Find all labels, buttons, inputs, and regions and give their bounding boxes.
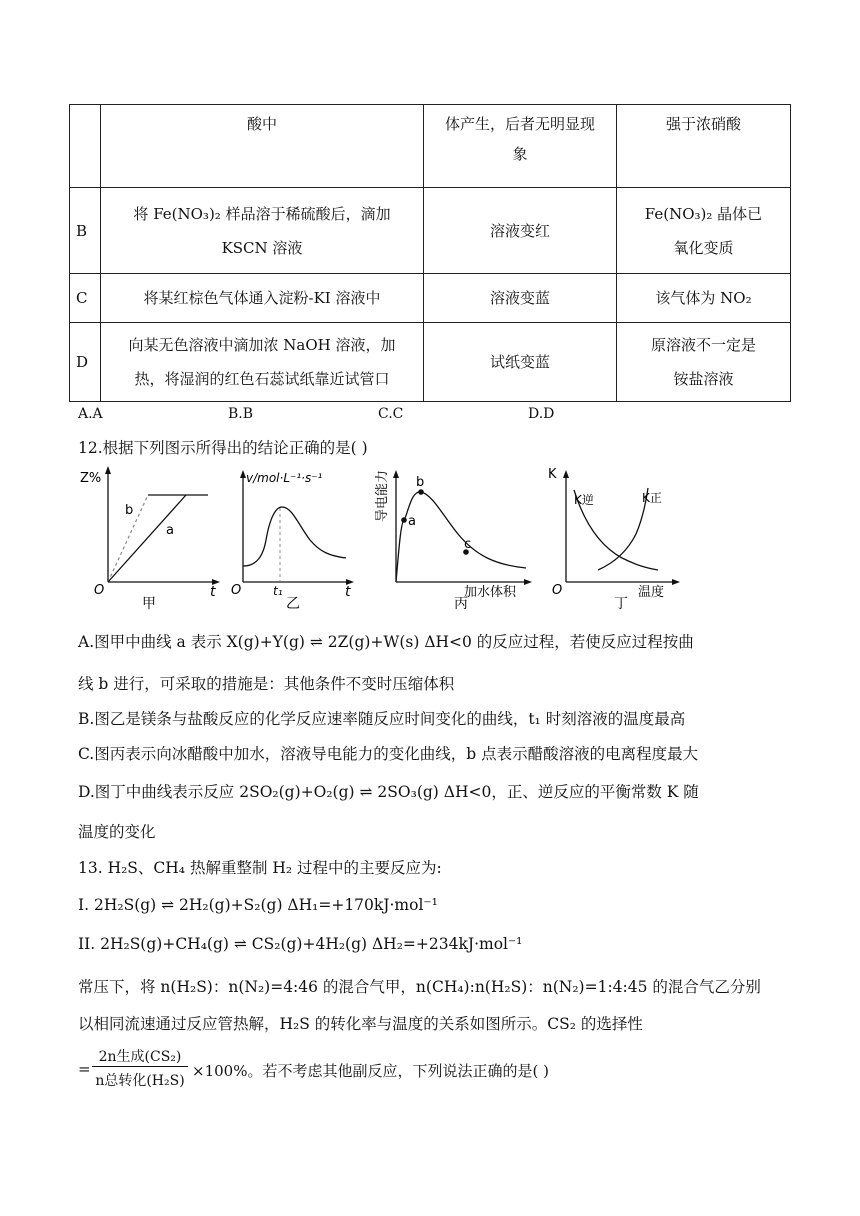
phenomenon-line: 体产生，后者无明显现 — [444, 115, 595, 133]
operation-cell — [101, 323, 424, 402]
row-label: C — [70, 274, 101, 323]
question-13-para2: 以相同流速通过反应管热解，H₂S 的转化率与温度的关系如图所示。CS₂ 的选择性 — [78, 1015, 643, 1033]
axis-y-label: v/mol·L⁻¹·s⁻¹ — [246, 471, 323, 485]
phenomenon-cell — [424, 105, 617, 188]
point-b-label: b — [416, 475, 425, 490]
tick-t1: t₁ — [273, 584, 283, 598]
figure-caption: 丁 — [614, 596, 628, 612]
phenomenon-line: 象 — [512, 145, 528, 163]
question-13-para1: 常压下，将 n(H₂S)：n(N₂)=4:46 的混合气甲，n(CH₄):n(H₂S)：n(N₂)=1:4:45 的混合气乙分别 — [78, 978, 761, 996]
phenomenon-cell: 试纸变蓝 — [424, 323, 617, 402]
conclusion-cell — [617, 323, 791, 402]
conclusion-cell: 强于浓硝酸 — [617, 105, 791, 188]
axis-x-label: 加水体积 — [464, 585, 517, 600]
axis-y-label: K — [548, 467, 557, 482]
table-row — [70, 188, 791, 274]
table-row — [70, 274, 791, 323]
curve-b-label: b — [125, 503, 134, 518]
conclusion-cell: 该气体为 NO₂ — [617, 274, 791, 323]
operation-line: 将 Fe(NO₃)₂ 样品溶于稀硫酸后，滴加 — [133, 204, 391, 223]
option-d[interactable]: D.D — [528, 406, 555, 422]
table-row — [70, 105, 791, 188]
option-d-line1[interactable]: D.图丁中曲线表示反应 2SO₂(g)+O₂(g) ⇌ 2SO₃(g) ΔH<0，正、逆反应的平衡常数 K 随 — [78, 783, 699, 801]
origin-label: O — [231, 583, 242, 598]
option-a[interactable]: A.A — [78, 406, 103, 422]
figure-caption: 甲 — [142, 596, 156, 612]
origin-label: O — [94, 583, 105, 598]
point-c-label: c — [464, 537, 472, 552]
exam-page: 酸中 体产生，后者无明显现 象 强于浓硝酸 B 将 Fe(NO₃)₂ 样品溶于稀硫酸后，滴加 KSCN 溶液 溶液变红 Fe(NO₃)₂ 晶体已 氧化变质 C 将某红棕色气体通入淀粉-KI 溶液中 溶液变蓝 该气体为 NO₂ D 向某无色溶液中滴加浓 NaOH 溶液，加 热，将湿润的红色石蕊试纸靠近试管口 试纸变蓝 原溶液不一定是 铵盐溶液 A.A B.B C.C D.D 12.根据下列图示所得出的结论正确的是( ) Z% O t b a 甲 v/mol·L⁻¹·s⁻¹ O t₁ t 乙 导电能力 a b c 加水体积 丙 K K逆 K正 O 温度 丁 A.图甲中曲线 a 表示 X(g)+Y(g) ⇌ 2Z(g)+W(s) ΔH<0 的反应过程，若使反应过程按曲 线 b 进行，可采取的措施是：其他条件不变时压缩体积 B.图乙是镁条与盐酸反应的化学反应速率随反应时间变化的曲线，t₁ 时刻溶液的温度最高 C.图丙表示向冰醋酸中加水，溶液导电能力的变化曲线，b 点表示醋酸溶液的电离程度最大 D.图丁中曲线表示反应 2SO₂(g)+O₂(g) ⇌ 2SO₃(g) ΔH<0，正、逆反应的平衡常数 K 随 温度的变化 13. H₂S、CH₄ 热解重整制 H₂ 过程中的主要反应为: I. 2H₂S(g) ⇌ 2H₂(g)+S₂(g) ΔH₁=+170kJ·mol⁻¹ II. 2H₂S(g)+CH₄(g) ⇌ CS₂(g)+4H₂(g) ΔH₂=+234kJ·mol⁻¹ 常压下，将 n(H₂S)：n(N₂)=4:46 的混合气甲，n(CH₄):n(H₂S)：n(N₂)=1:4:45 的混合气乙分别 以相同流速通过反应管热解，H₂S 的转化率与温度的关系如图所示。CS₂ 的选择性 = 2n生成(CS₂) n总转化(H₂S) ×100%。若不考虑其他副反应，下列说法正确的是( ) — [0, 0, 860, 1216]
axis-y-label: 导电能力 — [375, 469, 390, 522]
operation-cell: 酸中 — [101, 105, 424, 188]
row-label: B — [70, 188, 101, 274]
origin-label: O — [552, 583, 563, 598]
conclusion-line: 铵盐溶液 — [673, 370, 734, 388]
figure-caption: 乙 — [286, 596, 300, 612]
operation-cell: 将某红棕色气体通入淀粉-KI 溶液中 — [101, 274, 424, 323]
axis-x-label: t — [345, 584, 351, 600]
figure-jia — [78, 462, 228, 616]
operation-line: 热，将湿润的红色石蕊试纸靠近试管口 — [134, 370, 390, 388]
row-label: D — [70, 323, 101, 402]
option-a-line2: 线 b 进行，可采取的措施是：其他条件不变时压缩体积 — [78, 675, 455, 693]
question-12-stem: 12.根据下列图示所得出的结论正确的是( ) — [78, 439, 368, 457]
option-c-text[interactable]: C.图丙表示向冰醋酸中加水，溶液导电能力的变化曲线，b 点表示醋酸溶液的电离程度最大 — [78, 745, 699, 763]
point-a-label: a — [408, 514, 416, 529]
axis-x-label: 温度 — [638, 585, 665, 600]
reaction-1: I. 2H₂S(g) ⇌ 2H₂(g)+S₂(g) ΔH₁=+170kJ·mol⁻¹ — [78, 896, 438, 914]
option-a-line1[interactable]: A.图甲中曲线 a 表示 X(g)+Y(g) ⇌ 2Z(g)+W(s) ΔH<0 的反应过程，若使反应过程按曲 — [78, 633, 694, 651]
conclusion-cell — [617, 188, 791, 274]
option-b[interactable]: B.B — [228, 406, 254, 422]
table-row — [70, 323, 791, 402]
figure-yi — [228, 462, 363, 616]
option-c[interactable]: C.C — [378, 406, 404, 422]
reaction-2: II. 2H₂S(g)+CH₄(g) ⇌ CS₂(g)+4H₂(g) ΔH₂=+234kJ·mol⁻¹ — [78, 935, 523, 953]
phenomenon-cell: 溶液变蓝 — [424, 274, 617, 323]
operation-line: KSCN 溶液 — [221, 238, 303, 257]
conclusion-line: Fe(NO₃)₂ 晶体已 — [644, 204, 763, 223]
formula-numerator: 2n生成(CS₂) — [92, 1046, 188, 1067]
operation-cell — [101, 188, 424, 274]
experiment-table — [69, 104, 791, 402]
option-b-text[interactable]: B.图乙是镁条与盐酸反应的化学反应速率随反应时间变化的曲线，t₁ 时刻溶液的温度最高 — [78, 710, 686, 728]
figure-caption: 丙 — [454, 596, 468, 612]
formula-denominator: n总转化(H₂S) — [95, 1073, 185, 1089]
question-13-stem: 13. H₂S、CH₄ 热解重整制 H₂ 过程中的主要反应为: — [78, 859, 442, 877]
row-label — [70, 105, 101, 188]
figure-bing — [366, 462, 536, 616]
axis-y-label: Z% — [80, 471, 102, 486]
axis-x-label: t — [210, 584, 216, 600]
figure-ding — [548, 462, 688, 616]
operation-line: 向某无色溶液中滴加浓 NaOH 溶液，加 — [128, 336, 396, 354]
conclusion-line: 原溶液不一定是 — [650, 336, 756, 354]
phenomenon-cell: 溶液变红 — [424, 188, 617, 274]
k-forward-label: K正 — [642, 491, 662, 505]
curve-a-label: a — [166, 523, 174, 538]
conclusion-line: 氧化变质 — [673, 238, 734, 257]
option-d-line2: 温度的变化 — [78, 823, 156, 841]
formula-tail: ×100%。若不考虑其他副反应，下列说法正确的是( ) — [192, 1062, 549, 1080]
k-reverse-label: K逆 — [574, 493, 594, 507]
